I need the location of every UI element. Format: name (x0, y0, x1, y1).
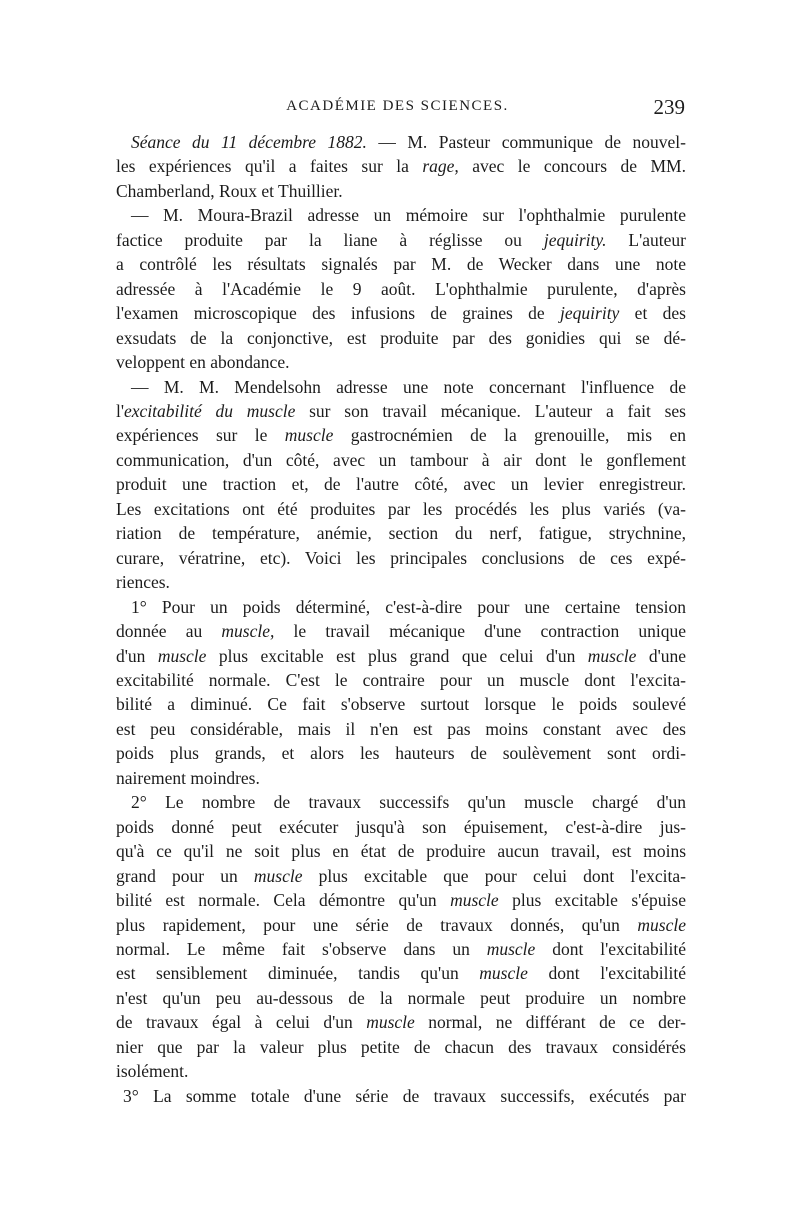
italic-text: muscle (486, 938, 536, 959)
text-line (116, 595, 686, 619)
text-segment: plus rapidement, pour une série de travaux donnés, qu'un (116, 914, 638, 935)
text-segment: d'une (636, 645, 687, 666)
text-line (116, 350, 686, 374)
text-segment: adressée à l'Académie le 9 août. L'ophthalmie purulente, d'après (116, 278, 686, 299)
text-segment: grand pour un (116, 865, 254, 886)
text-segment: poids plus grands, et alors les hauteurs de soulèvement sont ordi- (116, 743, 686, 764)
text-line (116, 277, 686, 301)
text-segment: exsudats de la conjonctive, est produite par des gonidies qui se dé- (116, 327, 686, 348)
body-text (116, 130, 686, 1108)
page-number: 239 (653, 95, 685, 119)
text-line (116, 326, 686, 350)
text-line (116, 986, 686, 1010)
text-segment: sur son travail mécanique. L'auteur a fait ses (295, 400, 686, 421)
text-segment: l'examen microscopique des infusions de graines de (116, 303, 561, 324)
text-segment: et des (619, 303, 686, 324)
italic-text: muscle (253, 865, 303, 886)
text-segment: bilité a diminué. Ce fait s'observe surtout lorsque le poids soulevé (116, 694, 686, 715)
italic-text: rage, (422, 156, 459, 177)
text-segment: expériences sur le (116, 425, 285, 446)
text-segment: normal, ne différant de ce der- (414, 1012, 686, 1033)
text-line (116, 815, 686, 839)
text-segment: dont l'excitabilité (527, 963, 686, 984)
text-segment: riation de température, anémie, section du nerf, fatigue, strychnine, (116, 523, 686, 544)
text-line (116, 1059, 686, 1083)
text-segment: est peu considérable, mais il n'en est pas moins constant avec des (116, 718, 686, 739)
text-segment: 1° Pour un poids déterminé, c'est-à-dire pour une certaine tension (131, 596, 686, 617)
italic-text: muscle (637, 914, 686, 935)
text-segment: factice produite par la liane à réglisse ou (116, 229, 544, 250)
italic-text: jequirity (560, 303, 620, 324)
text-line (116, 766, 686, 790)
italic-text: jequirity. (543, 229, 607, 250)
text-segment: poids donné peut exécuter jusqu'à son épuisement, c'est-à-dire jus- (116, 816, 686, 837)
text-line (116, 1010, 686, 1034)
text-line (116, 179, 686, 203)
text-segment: — M. Moura-Brazil adresse un mémoire sur l'ophthalmie purulente (131, 205, 686, 226)
text-segment: — M. M. Mendelsohn adresse une note concernant l'influence de (131, 376, 686, 397)
text-line (116, 937, 686, 961)
text-segment: Chamberland, Roux et Thuillier. (116, 180, 343, 201)
text-segment: isolément. (116, 1061, 189, 1082)
paragraph-mendelsohn (116, 375, 686, 595)
paragraph-conclusion-3 (116, 1084, 686, 1108)
text-line (116, 375, 686, 399)
text-segment: 2° Le nombre de travaux successifs qu'un muscle chargé d'un (131, 792, 686, 813)
text-line (116, 472, 686, 496)
text-segment: avec le concours de MM. (458, 156, 686, 177)
text-line (116, 497, 686, 521)
running-head: ACADÉMIE DES SCIENCES. (286, 98, 509, 114)
text-line (116, 717, 686, 741)
text-segment: de travaux égal à celui d'un (116, 1012, 367, 1033)
paragraph-seance (116, 130, 686, 203)
text-segment: est sensiblement diminuée, tandis qu'un (116, 963, 480, 984)
text-line (116, 570, 686, 594)
text-segment: l' (116, 400, 125, 421)
paragraph-conclusion-2 (116, 790, 686, 1083)
text-line (116, 423, 686, 447)
text-line (116, 154, 686, 178)
text-line (116, 961, 686, 985)
italic-text: muscle (479, 963, 528, 984)
text-segment: curare, vératrine, etc). Voici les principales conclusions de ces expé- (116, 547, 686, 568)
text-line (116, 864, 686, 888)
italic-text: excitabilité du muscle (124, 400, 296, 421)
text-line (116, 619, 686, 643)
text-segment: bilité est normale. Cela démontre qu'un (116, 890, 451, 911)
text-line (116, 546, 686, 570)
text-line (116, 644, 686, 668)
text-segment: excitabilité normale. C'est le contraire pour un muscle dont l'excita- (116, 669, 686, 690)
paragraph-moura-brazil (116, 203, 686, 374)
text-line (116, 521, 686, 545)
italic-text: muscle (450, 890, 499, 911)
text-segment: normal. Le même fait s'observe dans un (116, 938, 487, 959)
text-line (116, 228, 686, 252)
text-line (116, 301, 686, 325)
paragraph-conclusion-1 (116, 595, 686, 791)
text-segment: gastrocnémien de la grenouille, mis en (333, 425, 686, 446)
text-line (116, 888, 686, 912)
text-segment: veloppent en abondance. (116, 352, 290, 373)
text-segment: donnée au (116, 621, 222, 642)
page-header (0, 96, 800, 126)
text-segment: le travail mécanique d'une contraction unique (274, 621, 686, 642)
text-segment: plus excitable s'épuise (498, 890, 686, 911)
text-segment: nairement moindres. (116, 767, 260, 788)
text-line (116, 741, 686, 765)
text-segment: dont l'excitabilité (535, 938, 686, 959)
text-segment: plus excitable que pour celui dont l'excita- (302, 865, 686, 886)
text-segment: d'un (116, 645, 158, 666)
italic-text: muscle (284, 425, 334, 446)
text-segment: produit une traction et, de l'autre côté, avec un levier enregistreur. (116, 474, 686, 495)
text-line (116, 1084, 686, 1108)
text-segment: nier que par la valeur plus petite de chacun des travaux considérés (116, 1036, 686, 1057)
text-segment: communication, d'un côté, avec un tambour à air dont le gonflement (116, 449, 686, 470)
text-segment: les expériences qu'il a faites sur la (116, 156, 423, 177)
text-segment: Les excitations ont été produites par les procédés les plus variés (va- (116, 498, 686, 519)
text-line (116, 203, 686, 227)
text-line (116, 913, 686, 937)
text-line (116, 790, 686, 814)
text-segment: qu'à ce qu'il ne soit plus en état de produire aucun travail, est moins (116, 841, 686, 862)
text-segment: riences. (116, 572, 170, 593)
text-line (116, 252, 686, 276)
italic-text: Séance du 11 décembre 1882. (131, 132, 367, 152)
text-segment: n'est qu'un peu au-dessous de la normale peut produire un nombre (116, 987, 686, 1008)
text-segment: plus excitable est plus grand que celui d'un (206, 645, 588, 666)
text-line (116, 692, 686, 716)
text-segment: 3° La somme totale d'une série de travaux successifs, exécutés par (123, 1085, 686, 1106)
text-segment: L'auteur (606, 229, 686, 250)
italic-text: muscle, (221, 621, 275, 642)
text-line (116, 1035, 686, 1059)
italic-text: muscle (366, 1012, 415, 1033)
text-line (116, 448, 686, 472)
text-line (116, 839, 686, 863)
text-segment: — M. Pasteur communique de nouvel- (366, 132, 686, 152)
italic-text: muscle (587, 645, 637, 666)
text-segment: a contrôlé les résultats signalés par M. de Wecker dans une note (116, 254, 686, 275)
italic-text: muscle (157, 645, 207, 666)
text-line (116, 130, 686, 154)
text-line (116, 399, 686, 423)
text-line (116, 668, 686, 692)
